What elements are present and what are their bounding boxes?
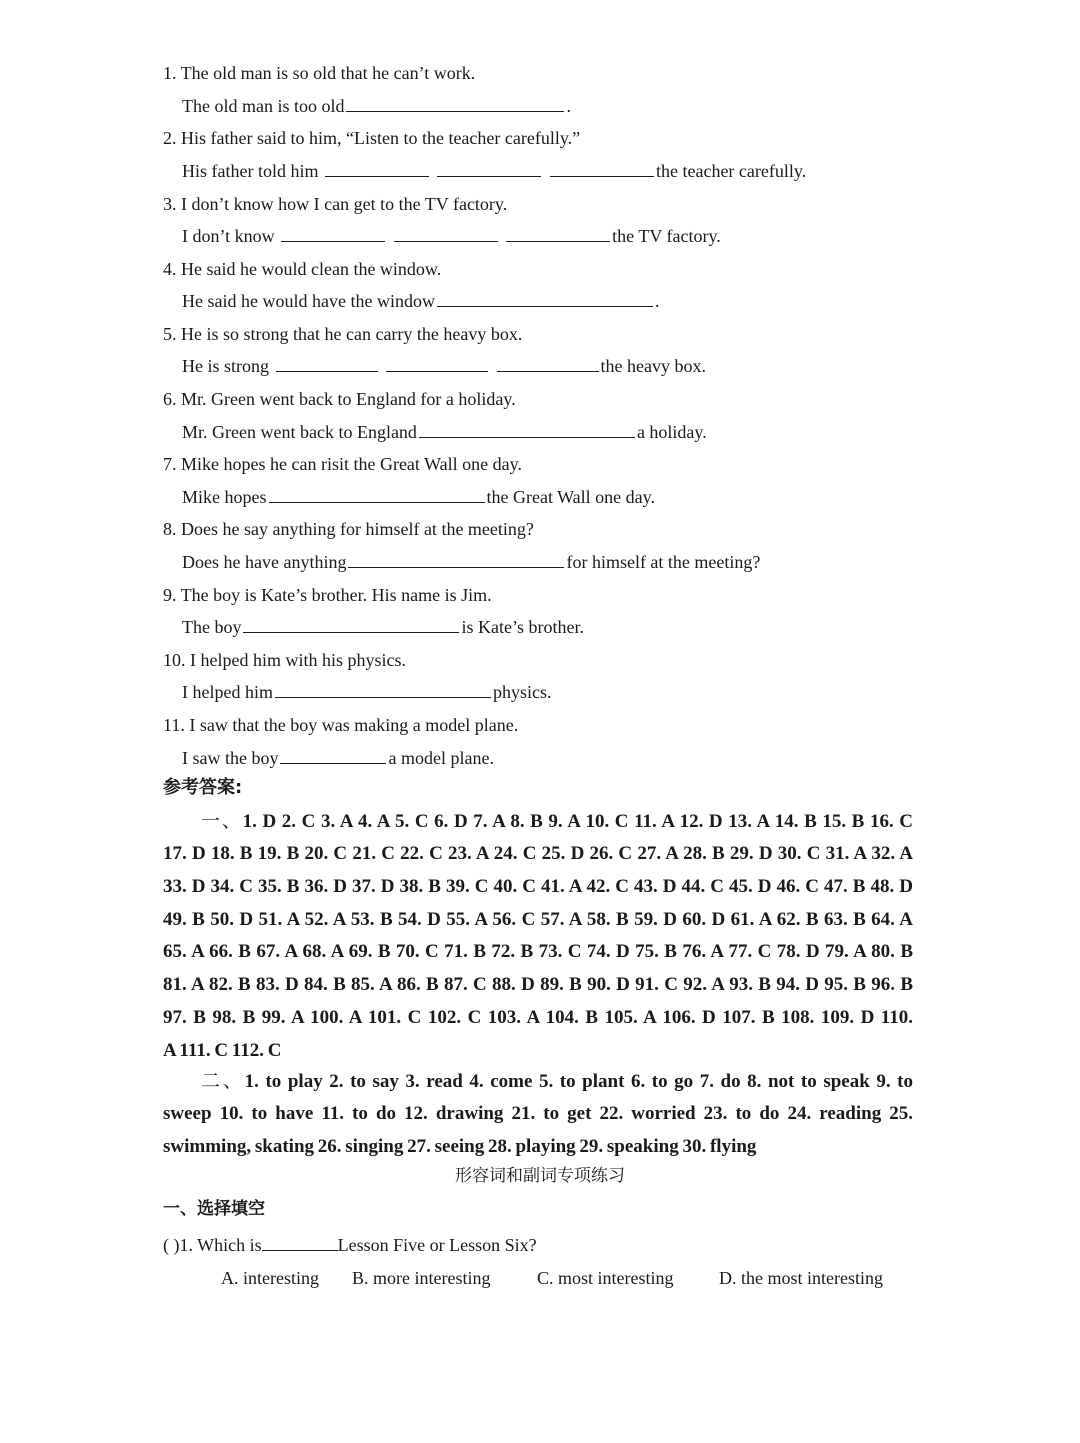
rewrite-suffix: the Great Wall one day. [486, 487, 655, 507]
exercise-1-rewrite [182, 95, 571, 117]
rewrite-prefix: I saw the boy [182, 748, 279, 768]
answer-blank[interactable] [437, 290, 653, 307]
answer-paren[interactable]: ( ) [163, 1235, 180, 1255]
rewrite-prefix: Mike hopes [182, 487, 267, 507]
exercise-7-rewrite [182, 486, 655, 508]
rewrite-suffix: the heavy box. [600, 356, 706, 376]
answer-part-1-line-7: 97. B 98. B 99. A 100. A 101. C 102. C 103. A 104. B 105. A 106. D 107. B 108. 109. D 110. [163, 1007, 913, 1028]
answer-blank[interactable] [269, 486, 485, 503]
rewrite-prefix: He said he would have the window [182, 291, 435, 311]
exercise-5-rewrite [182, 355, 706, 377]
answer-blank[interactable] [550, 160, 654, 177]
rewrite-prefix: I helped him [182, 682, 273, 702]
part-1-marker: 一、 [201, 810, 243, 832]
part-2-marker: 二、 [201, 1070, 245, 1092]
rewrite-suffix: the teacher carefully. [655, 161, 807, 181]
answer-part-1-line-3: 33. D 34. C 35. B 36. D 37. D 38. B 39. C 40. C 41. A 42. C 43. D 44. C 45. D 46. C 47. B 48. D [163, 876, 913, 897]
answer-blank[interactable] [276, 355, 378, 372]
section-title: 形容词和副词专项练习 [455, 1166, 625, 1186]
exercise-1-source: 1. The old man is so old that he can’t work. [163, 63, 476, 83]
exercise-11-source: 11. I saw that the boy was making a model plane. [163, 715, 519, 735]
answer-blank[interactable] [437, 160, 541, 177]
rewrite-suffix: physics. [492, 682, 552, 702]
exercise-9-rewrite [182, 616, 584, 638]
answer-part-2-line-3: swimming, skating 26. singing 27. seeing 28. playing 29. speaking 30. flying [163, 1136, 757, 1157]
rewrite-suffix: is Kate’s brother. [461, 617, 584, 637]
rewrite-prefix: The old man is too old [182, 96, 345, 116]
rewrite-suffix: a holiday. [636, 422, 707, 442]
rewrite-suffix: a model plane. [388, 748, 494, 768]
option-c[interactable]: C. most interesting [537, 1268, 674, 1288]
question-1 [163, 1234, 537, 1256]
exercise-6-rewrite [182, 421, 707, 443]
answer-blank[interactable] [348, 551, 564, 568]
question-stem-prefix: 1. Which is [179, 1235, 262, 1255]
answer-part-1-line-2: 17. D 18. B 19. B 20. C 21. C 22. C 23. A 24. C 25. D 26. C 27. A 28. B 29. D 30. C 31. A 32. A [163, 843, 913, 864]
exercise-5-source: 5. He is so strong that he can carry the heavy box. [163, 324, 523, 344]
rewrite-prefix: Does he have anything [182, 552, 347, 572]
answer-key-title: 参考答案: [163, 777, 243, 798]
rewrite-suffix: . [654, 291, 660, 311]
exercise-11-rewrite [182, 747, 494, 769]
answer-blank[interactable] [243, 616, 459, 633]
exercise-9-source: 9. The boy is Kate’s brother. His name is Jim. [163, 585, 492, 605]
answer-part-1-line-4: 49. B 50. D 51. A 52. A 53. B 54. D 55. A 56. C 57. A 58. B 59. D 60. D 61. A 62. B 63. B 64. A [163, 909, 913, 930]
rewrite-prefix: The boy [182, 617, 242, 637]
answer-blank[interactable] [280, 747, 386, 764]
exercise-4-source: 4. He said he would clean the window. [163, 259, 442, 279]
exercise-10-source: 10. I helped him with his physics. [163, 650, 406, 670]
rewrite-prefix: His father told him [182, 161, 319, 181]
answer-part-2-line-1: 二、1. to play 2. to say 3. read 4. come 5. to plant 6. to go 7. do 8. not to speak 9. to [201, 1070, 913, 1092]
exercise-4-rewrite [182, 290, 659, 312]
answer-blank[interactable] [419, 421, 635, 438]
answer-part-1-line-5: 65. A 66. B 67. A 68. A 69. B 70. C 71. B 72. B 73. C 74. D 75. B 76. A 77. C 78. D 79. A 80. B [163, 941, 913, 962]
exercise-2-source: 2. His father said to him, “Listen to the teacher carefully.” [163, 128, 581, 148]
answer-blank[interactable] [394, 225, 498, 242]
exercise-8-rewrite [182, 551, 760, 573]
answer-blank[interactable] [386, 355, 488, 372]
exercise-2-rewrite [182, 160, 806, 182]
answer-blank[interactable] [275, 681, 491, 698]
answer-part-1-line-8: A 111. C 112. C [163, 1040, 282, 1061]
exercise-8-source: 8. Does he say anything for himself at the meeting? [163, 519, 534, 539]
exercise-10-rewrite [182, 681, 551, 703]
answer-blank[interactable] [506, 225, 610, 242]
answer-blank[interactable] [325, 160, 429, 177]
answer-blank[interactable] [346, 95, 564, 112]
answer-part-1-line-6: 81. A 82. B 83. D 84. B 85. A 86. B 87. C 88. D 89. B 90. D 91. C 92. A 93. B 94. D 95. B 96. B [163, 974, 913, 995]
section-heading: 一、选择填空 [163, 1199, 265, 1219]
option-b[interactable]: B. more interesting [352, 1268, 491, 1288]
rewrite-prefix: He is strong [182, 356, 269, 376]
answer-part-2-line-2: sweep 10. to have 11. to do 12. drawing 21. to get 22. worried 23. to do 24. reading 25. [163, 1103, 913, 1124]
answer-blank[interactable] [281, 225, 385, 242]
exercise-6-source: 6. Mr. Green went back to England for a holiday. [163, 389, 516, 409]
option-a[interactable]: A. interesting [221, 1268, 319, 1288]
rewrite-suffix: for himself at the meeting? [566, 552, 761, 572]
rewrite-suffix: . [566, 96, 571, 116]
answer-blank[interactable] [497, 355, 599, 372]
option-d[interactable]: D. the most interesting [719, 1268, 883, 1288]
exercise-3-source: 3. I don’t know how I can get to the TV factory. [163, 194, 508, 214]
rewrite-suffix: the TV factory. [612, 226, 721, 246]
answer-part-1-line-1: 一、1. D 2. C 3. A 4. A 5. C 6. D 7. A 8. B 9. A 10. C 11. A 12. D 13. A 14. B 15. B 16. C [201, 810, 913, 832]
exercise-3-rewrite [182, 225, 721, 247]
rewrite-prefix: Mr. Green went back to England [182, 422, 417, 442]
question-stem-suffix: Lesson Five or Lesson Six? [337, 1235, 537, 1255]
exercise-7-source: 7. Mike hopes he can risit the Great Wall one day. [163, 454, 522, 474]
rewrite-prefix: I don’t know [182, 226, 275, 246]
answer-blank[interactable] [262, 1234, 338, 1251]
